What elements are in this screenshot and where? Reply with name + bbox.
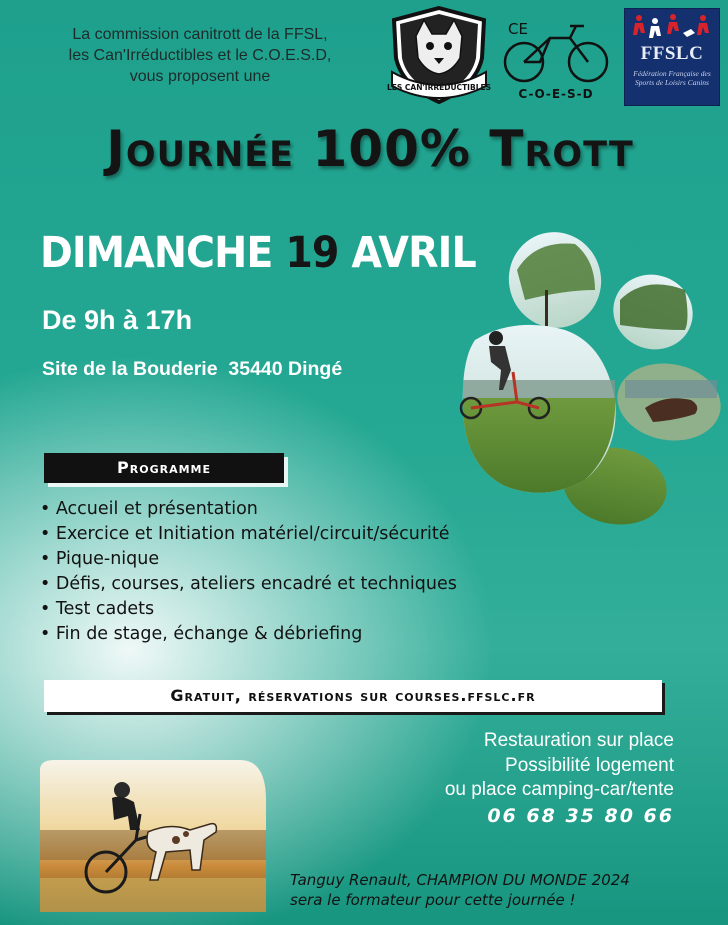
shield-logo-text: LES CAN'IRRÉDUCTIBLES — [386, 83, 492, 92]
champion-photo — [40, 760, 266, 912]
phone-number: 06 68 35 80 66 — [487, 805, 674, 827]
ffslc-logo — [624, 8, 720, 106]
programme-item: • Défis, courses, ateliers encadré et techniques — [40, 572, 457, 597]
practical-info — [445, 729, 674, 803]
event-day: DIMANCHE — [40, 228, 273, 278]
champion-line-1: Tanguy Renault, CHAMPION DU MONDE 2024 — [290, 871, 630, 889]
ffslc-subtitle: Fédération Française des Sports de Loisirs Canins — [633, 69, 711, 87]
paw-photo-collage — [455, 230, 728, 530]
programme-heading-box — [44, 453, 284, 483]
programme-list — [40, 497, 457, 647]
programme-item: • Pique-nique — [40, 547, 457, 572]
programme-item: • Accueil et présentation — [40, 497, 457, 522]
coesd-text: C-O-E-S-D — [518, 87, 594, 101]
event-date — [40, 228, 476, 278]
programme-item: • Exercice et Initiation matériel/circuit/sécurité — [40, 522, 457, 547]
intro-line-3: vous proposent une — [129, 68, 271, 85]
info-line-1: Restauration sur place — [483, 730, 674, 751]
canirreductibles-logo — [386, 6, 492, 104]
intro-text — [20, 24, 380, 87]
info-line-2: Possibilité logement — [505, 754, 674, 776]
event-day-number: 19 — [285, 228, 339, 278]
event-title: Journée 100% Trott — [106, 120, 634, 178]
coesd-mark: CE — [508, 20, 528, 38]
event-hours: De 9h à 17h — [42, 305, 193, 335]
reservation-text: Gratuit, réservations sur courses.ffslc.fr — [170, 686, 536, 705]
programme-heading: Programme — [117, 458, 211, 477]
programme-item: • Test cadets — [40, 597, 457, 622]
champion-line-2: sera le formateur pour cette journée ! — [290, 891, 576, 909]
programme-item: • Fin de stage, échange & débriefing — [40, 622, 457, 647]
reservation-banner — [44, 680, 662, 712]
intro-line-1: La commission canitrott de la FFSL, — [72, 26, 328, 43]
champion-note — [290, 870, 630, 910]
event-month: AVRIL — [351, 228, 476, 278]
event-site: Site de la Bouderie 35440 Dingé — [42, 358, 343, 380]
ffslc-title: FFSLC — [640, 43, 704, 64]
coesd-logo — [500, 14, 612, 104]
intro-line-2: les Can'Irréductibles et le C.O.E.S.D, — [68, 47, 332, 64]
info-line-3: ou place camping-car/tente — [444, 779, 674, 800]
